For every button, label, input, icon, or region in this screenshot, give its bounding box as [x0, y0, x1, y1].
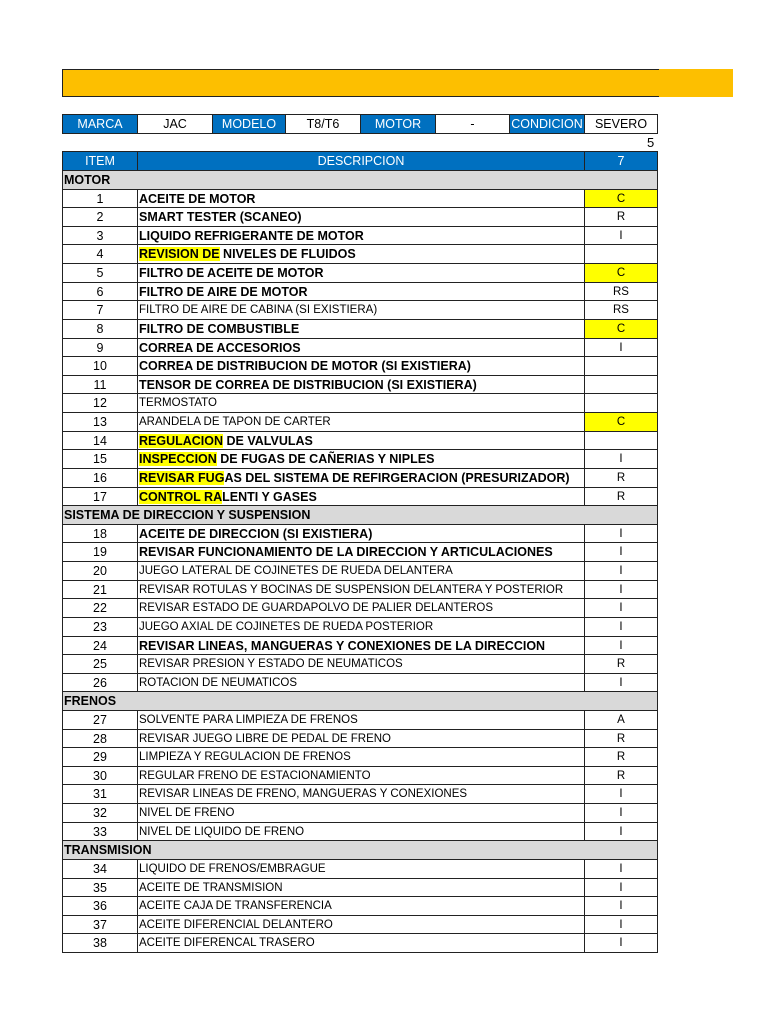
service-code: C: [584, 319, 658, 339]
description-text: DE VALVULAS: [223, 433, 313, 448]
item-description: [137, 747, 585, 767]
item-number: 35: [62, 878, 138, 897]
description-text: NIVELES DE FLUIDOS: [219, 247, 356, 261]
item-number: 27: [62, 710, 138, 730]
item-description: [137, 356, 585, 376]
service-code: A: [584, 710, 658, 730]
item-number: 16: [62, 468, 138, 488]
service-code: I: [584, 226, 658, 245]
description-text: REVISAR LINEAS DE FRENO, MANGUERAS Y CONEXIONES: [139, 788, 468, 800]
description-text: NIVEL DE LIQUIDO DE FRENO: [139, 825, 305, 838]
service-code: R: [584, 468, 658, 488]
service-code: I: [584, 561, 658, 581]
item-description: [137, 784, 585, 804]
item-description: [137, 654, 585, 674]
item-description: [137, 859, 585, 879]
item-description: [137, 338, 585, 357]
item-number: 22: [62, 598, 138, 618]
description-text: ARANDELA DE TAPON DE CARTER: [139, 416, 331, 428]
service-code: I: [584, 580, 658, 599]
service-code: I: [584, 617, 658, 637]
item-number: 31: [62, 784, 138, 804]
item-description: [137, 412, 585, 432]
item-number: 13: [62, 412, 138, 432]
item-description: [137, 598, 585, 618]
service-code: [584, 244, 658, 264]
item-number: 38: [62, 933, 138, 953]
service-code: [584, 393, 658, 413]
service-code: I: [584, 524, 658, 543]
column-header-item: ITEM: [62, 151, 138, 171]
description-text: REVISAR ESTADO DE GUARDAPOLVO DE PALIER DELANTEROS: [139, 602, 494, 614]
service-code: [584, 356, 658, 376]
service-code: I: [584, 449, 658, 469]
description-text: FILTRO DE ACEITE DE MOTOR: [139, 266, 324, 280]
service-code: R: [584, 654, 658, 674]
highlighted-text: CONTROL RA: [139, 489, 223, 504]
item-description: [137, 487, 585, 506]
description-text: ACEITE DIFERENCIAL DELANTERO: [139, 918, 333, 931]
item-description: [137, 636, 585, 655]
service-code: I: [584, 542, 658, 562]
description-text: REVISAR JUEGO LIBRE DE PEDAL DE FRENO: [139, 732, 391, 745]
item-number: 32: [62, 803, 138, 823]
item-description: [137, 319, 585, 339]
item-description: [137, 431, 585, 450]
item-number: 34: [62, 859, 138, 879]
item-description: [137, 393, 585, 413]
item-description: [137, 915, 585, 934]
highlighted-text: REVISION DE: [139, 247, 220, 261]
service-code: C: [584, 189, 658, 208]
service-code: I: [584, 636, 658, 655]
description-text: JUEGO AXIAL DE COJINETES DE RUEDA POSTERIOR: [139, 621, 434, 633]
service-code: RS: [584, 300, 658, 320]
item-description: [137, 263, 585, 283]
item-number: 15: [62, 449, 138, 469]
service-code: R: [584, 487, 658, 506]
item-description: [137, 542, 585, 562]
item-number: 11: [62, 375, 138, 394]
item-number: 7: [62, 300, 138, 320]
item-number: 6: [62, 282, 138, 301]
section-header: FRENOS: [62, 691, 658, 711]
description-text: NIVEL DE FRENO: [139, 807, 235, 819]
description-text: REVISAR LINEAS, MANGUERAS Y CONEXIONES DE LA DIRECCION: [139, 638, 546, 653]
service-code: R: [584, 747, 658, 767]
item-number: 30: [62, 766, 138, 785]
service-code: I: [584, 896, 658, 916]
description-text: LENTI Y GASES: [222, 489, 317, 504]
service-code: R: [584, 207, 658, 227]
description-text: ACEITE DIFERENCAL TRASERO: [139, 937, 315, 949]
section-header: SISTEMA DE DIRECCION Y SUSPENSION: [62, 505, 658, 525]
description-text: REVISAR PRESION Y ESTADO DE NEUMATICOS: [139, 658, 403, 670]
item-description: [137, 524, 585, 543]
description-text: ROTACION DE NEUMATICOS: [139, 676, 298, 689]
condicion-value: SEVERO: [584, 114, 658, 134]
item-description: [137, 766, 585, 785]
description-text: LIQUIDO REFRIGERANTE DE MOTOR: [139, 228, 364, 243]
item-number: 4: [62, 244, 138, 264]
item-number: 2: [62, 207, 138, 227]
item-description: [137, 822, 585, 841]
description-text: ACEITE DE TRANSMISION: [139, 881, 283, 894]
item-description: [137, 878, 585, 897]
motor-value: -: [435, 114, 510, 134]
item-description: [137, 803, 585, 823]
item-description: [137, 673, 585, 692]
highlighted-text: REGULACION: [139, 433, 224, 448]
description-text: TENSOR DE CORREA DE DISTRIBUCION (SI EXISTIERA): [139, 377, 477, 392]
condicion-label: CONDICION: [509, 114, 585, 134]
description-text: AS DEL SISTEMA DE REFIRGERACION (PRESURIZADOR): [224, 471, 570, 485]
item-number: 25: [62, 654, 138, 674]
item-description: [137, 561, 585, 581]
item-number: 19: [62, 542, 138, 562]
item-number: 21: [62, 580, 138, 599]
service-code: R: [584, 766, 658, 785]
description-text: LIMPIEZA Y REGULACION DE FRENOS: [139, 751, 351, 763]
item-number: 36: [62, 896, 138, 916]
item-number: 18: [62, 524, 138, 543]
description-text: ACEITE CAJA DE TRANSFERENCIA: [139, 900, 332, 912]
item-number: 12: [62, 393, 138, 413]
description-text: DE FUGAS DE CAÑERIAS Y NIPLES: [216, 452, 435, 466]
description-text: ACEITE DE MOTOR: [139, 191, 256, 206]
item-number: 10: [62, 356, 138, 376]
service-code: I: [584, 822, 658, 841]
item-number: 9: [62, 338, 138, 357]
description-text: LIQUIDO DE FRENOS/EMBRAGUE: [139, 863, 326, 875]
service-code: C: [584, 263, 658, 283]
service-code: I: [584, 915, 658, 934]
description-text: FILTRO DE AIRE DE MOTOR: [139, 284, 308, 299]
item-number: 20: [62, 561, 138, 581]
item-description: [137, 710, 585, 730]
description-text: FILTRO DE AIRE DE CABINA (SI EXISTIERA): [139, 304, 378, 316]
item-description: [137, 617, 585, 637]
item-description: [137, 282, 585, 301]
service-code: I: [584, 784, 658, 804]
service-code: I: [584, 673, 658, 692]
service-code: I: [584, 803, 658, 823]
description-text: CORREA DE ACCESORIOS: [139, 340, 301, 355]
item-description: [137, 896, 585, 916]
description-text: REVISAR FUNCIONAMIENTO DE LA DIRECCION Y ARTICULACIONES: [139, 545, 553, 559]
service-code: I: [584, 933, 658, 953]
description-text: ACEITE DE DIRECCION (SI EXISTIERA): [139, 526, 373, 541]
service-code: RS: [584, 282, 658, 301]
item-number: 29: [62, 747, 138, 767]
item-number: 3: [62, 226, 138, 245]
column-header-descripcion: DESCRIPCION: [137, 151, 585, 171]
item-description: [137, 300, 585, 320]
highlighted-text: INSPECCION: [139, 452, 217, 466]
item-description: [137, 580, 585, 599]
description-text: SMART TESTER (SCANEO): [139, 210, 302, 224]
title-banner-border: [62, 69, 659, 97]
item-description: [137, 375, 585, 394]
item-description: [137, 449, 585, 469]
motor-label: MOTOR: [360, 114, 436, 134]
description-text: CORREA DE DISTRIBUCION DE MOTOR (SI EXISTIERA): [139, 359, 471, 373]
item-number: 5: [62, 263, 138, 283]
description-text: JUEGO LATERAL DE COJINETES DE RUEDA DELANTERA: [139, 565, 453, 577]
modelo-label: MODELO: [212, 114, 286, 134]
page-marker: 5: [647, 135, 655, 150]
marca-label: MARCA: [62, 114, 138, 134]
description-text: TERMOSTATO: [139, 397, 217, 409]
item-number: 23: [62, 617, 138, 637]
service-code: I: [584, 598, 658, 618]
item-number: 37: [62, 915, 138, 934]
service-code: [584, 431, 658, 450]
item-number: 24: [62, 636, 138, 655]
section-header: MOTOR: [62, 170, 658, 190]
section-header: TRANSMISION: [62, 840, 658, 860]
item-description: [137, 729, 585, 748]
column-header-code: 7: [584, 151, 658, 171]
description-text: REVISAR ROTULAS Y BOCINAS DE SUSPENSION DELANTERA Y POSTERIOR: [139, 583, 564, 596]
service-code: [584, 375, 658, 394]
service-code: I: [584, 859, 658, 879]
item-number: 17: [62, 487, 138, 506]
item-number: 28: [62, 729, 138, 748]
item-description: [137, 189, 585, 208]
item-number: 8: [62, 319, 138, 339]
service-code: I: [584, 338, 658, 357]
item-number: 26: [62, 673, 138, 692]
item-description: [137, 468, 585, 488]
description-text: REGULAR FRENO DE ESTACIONAMIENTO: [139, 769, 371, 782]
item-number: 1: [62, 189, 138, 208]
service-code: C: [584, 412, 658, 432]
marca-value: JAC: [137, 114, 213, 134]
description-text: SOLVENTE PARA LIMPIEZA DE FRENOS: [139, 714, 358, 726]
service-code: I: [584, 878, 658, 897]
item-description: [137, 933, 585, 953]
modelo-value: T8/T6: [285, 114, 361, 134]
service-code: R: [584, 729, 658, 748]
highlighted-text: REVISAR FUG: [139, 471, 225, 485]
description-text: FILTRO DE COMBUSTIBLE: [139, 322, 300, 336]
item-description: [137, 244, 585, 264]
item-number: 33: [62, 822, 138, 841]
item-description: [137, 226, 585, 245]
item-description: [137, 207, 585, 227]
item-number: 14: [62, 431, 138, 450]
